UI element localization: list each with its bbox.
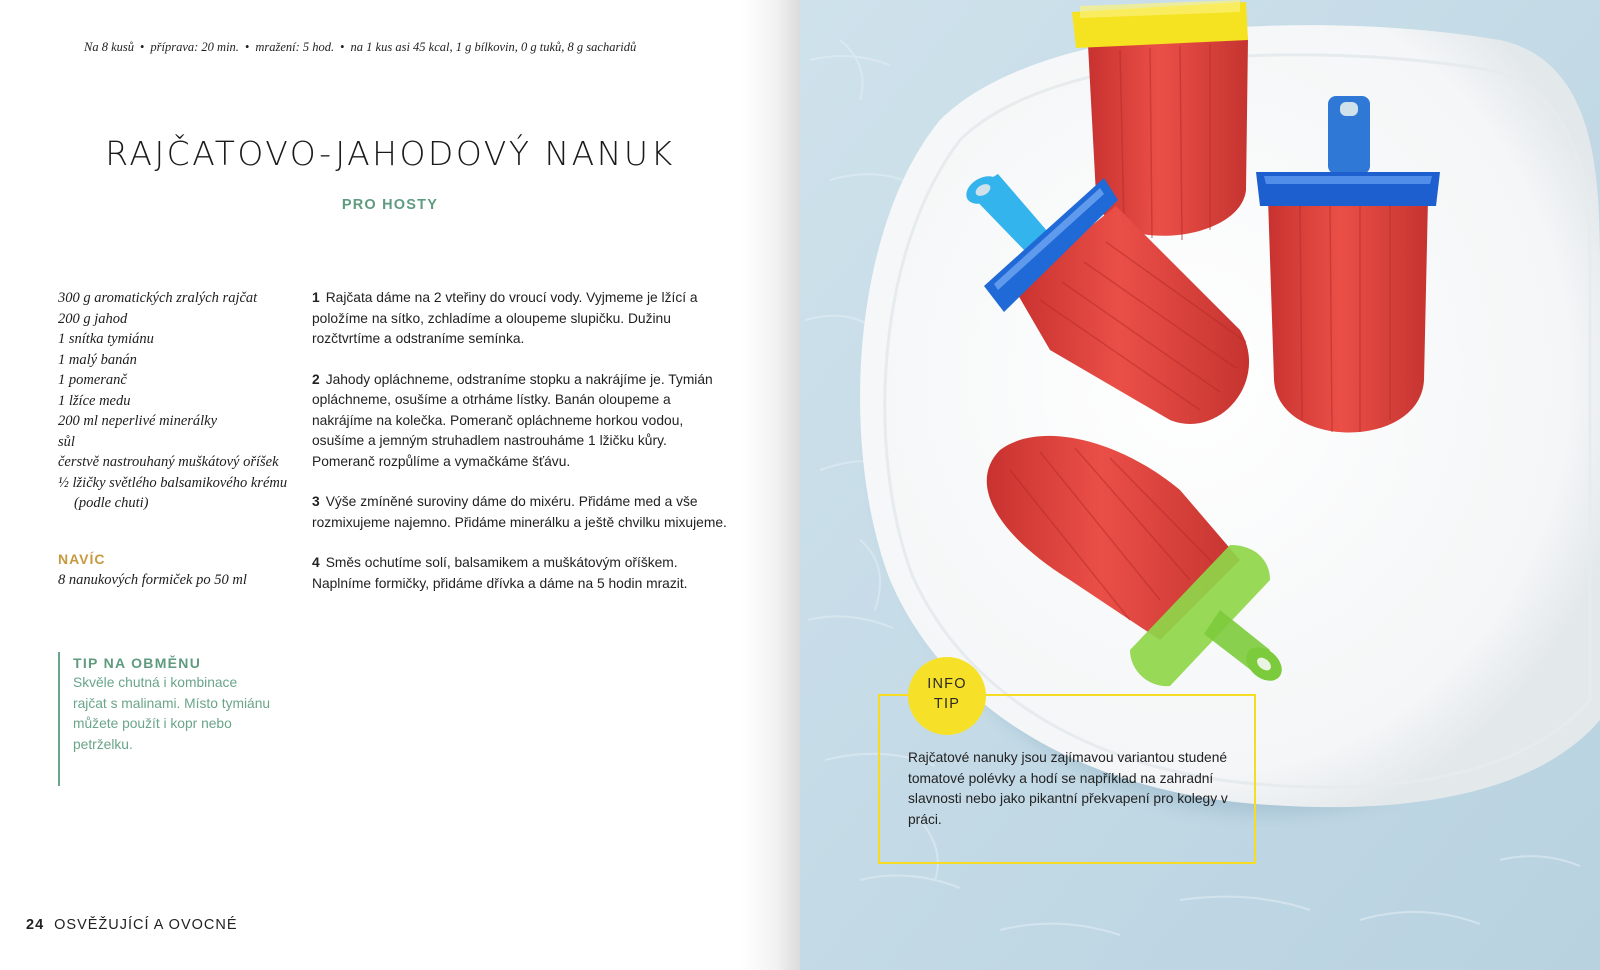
ingredient-item: 1 pomeranč xyxy=(58,372,127,388)
separator-dot: • xyxy=(140,40,145,54)
tip-heading: TIP NA OBMĚNU xyxy=(73,655,202,671)
step-number: 4 xyxy=(312,555,320,570)
extra-list xyxy=(58,570,298,591)
info-tip-text: Rajčatové nanuky jsou zajímavou variantou studené tomatové polévky a hodí se například na zahradní slavnosti nebo jako pikantní překvapení pro kolegy v práci. xyxy=(908,750,1228,827)
step-number: 2 xyxy=(312,371,320,387)
step-text: Jahody opláchneme, odstraníme stopku a nakrájíme je. Tymián opláchneme, osušíme a otrháme lístky. Banán oloupeme a nakrájíme na kolečka. Pomeranč opláchneme horkou vodou, osušíme a jemným struhadlem nastrouháme 1 lžičku kůry. Pomeranč rozpůlíme a vymačkáme šťávu. xyxy=(312,371,713,469)
ingredient-item: ½ lžičky světlého balsamikového krému (podle chuti) xyxy=(58,474,288,511)
badge-line-2: TIP xyxy=(933,696,961,712)
ingredient-item: 200 g jahod xyxy=(58,310,128,327)
step-text: Rajčata dáme na 2 vteřiny do vroucí vody. Vyjmeme je lžící a položíme na sítko, zchladíme a oloupeme slupičku. Dužinu rozčtvrtíme a odstraníme semínka. xyxy=(312,290,698,346)
step-item xyxy=(312,370,732,473)
method-steps xyxy=(312,288,732,614)
recipe-meta-line xyxy=(84,40,764,55)
ingredient-item: 1 lžíce medu xyxy=(58,392,131,409)
extra-item: 8 nanukových formiček po 50 ml xyxy=(58,572,247,588)
section-name: OSVĚŽUJÍCÍ A OVOCNÉ xyxy=(54,917,238,933)
badge-line-1: INFO xyxy=(927,676,967,692)
variation-tip-box xyxy=(58,652,318,786)
step-text: Směs ochutíme solí, balsamikem a muškátovým oříškem. Naplníme formičky, přidáme dřívka a dáme na 5 hodin mrazit. xyxy=(312,555,688,591)
ingredient-item: sůl xyxy=(58,433,75,450)
step-item xyxy=(312,553,732,594)
ingredient-item: 200 ml neperlivé minerálky xyxy=(58,413,218,429)
ingredient-item: 1 snítka tymiánu xyxy=(58,331,154,347)
info-tip-badge xyxy=(908,657,986,735)
nutrition-text: na 1 kus asi 45 kcal, 1 g bílkovin, 0 g tuků, 8 g sacharidů xyxy=(350,40,637,54)
separator-dot: • xyxy=(340,40,345,54)
ingredient-item: čerstvě nastrouhaný muškátový oříšek xyxy=(58,454,279,470)
page-number: 24 xyxy=(26,917,45,933)
ingredient-item: 300 g aromatických zralých rajčat xyxy=(58,290,258,306)
step-item xyxy=(312,492,732,533)
prep-time-text: příprava: 20 min. xyxy=(150,40,239,54)
extra-heading: NAVÍC xyxy=(58,551,106,567)
freeze-time-text: mražení: 5 hod. xyxy=(255,40,335,54)
step-number: 1 xyxy=(312,290,320,305)
separator-dot: • xyxy=(244,40,250,54)
recipe-title: RAJČATOVO-JAHODOVÝ NANUK xyxy=(105,134,675,173)
step-text: Výše zmíněné suroviny dáme do mixéru. Přidáme med a vše rozmixujeme najemno. Přidáme minerálku a ještě chvilku mixujeme. xyxy=(312,494,727,530)
step-item xyxy=(312,288,732,350)
recipe-subtitle: PRO HOSTY xyxy=(341,197,439,213)
tip-text: Skvěle chutná i kombinace rajčat s malinami. Místo tymiánu můžete použít i kopr nebo petrželku. xyxy=(73,675,271,752)
step-number: 3 xyxy=(312,494,320,509)
ingredient-item: 1 malý banán xyxy=(58,351,137,368)
ingredient-list xyxy=(58,288,298,514)
servings-text: Na 8 kusů xyxy=(84,40,134,54)
page-footer xyxy=(26,917,238,933)
